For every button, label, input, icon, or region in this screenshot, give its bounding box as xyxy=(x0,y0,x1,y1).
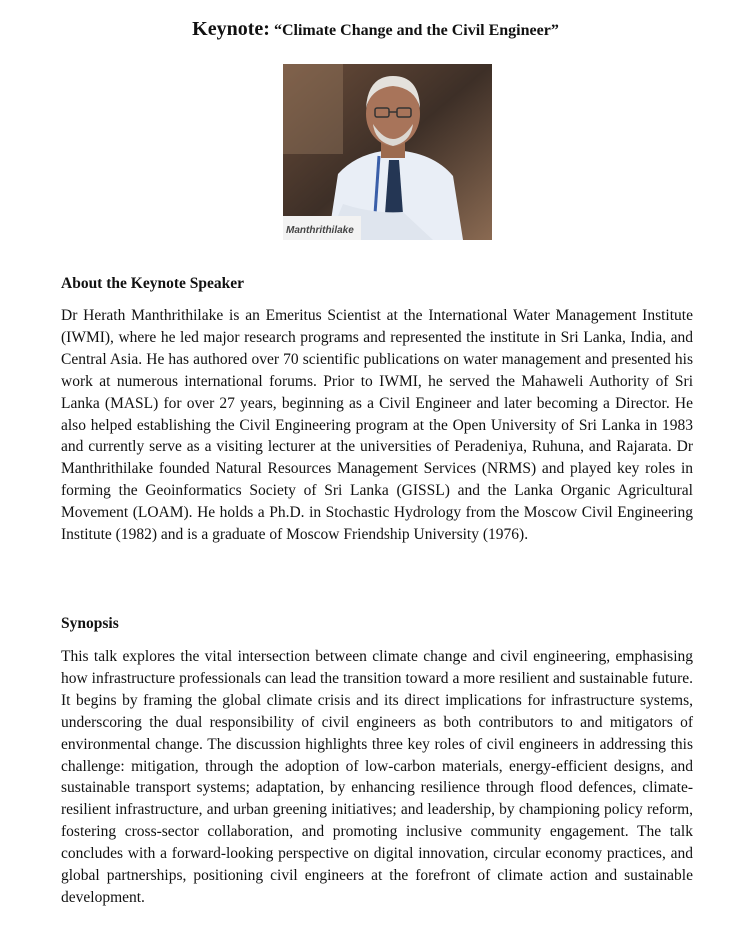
about-paragraph: Dr Herath Manthrithilake is an Emeritus Scientist at the International Water Management Institute (IWMI), where he led major research programs and represented the institute in Sri Lanka, India, and Central Asia. He has authored over 70 scientific publications on water management and presented his work at numerous international forums. Prior to IWMI, he served the Mahaweli Authority of Sri Lanka (MASL) for over 27 years, beginning as a Civil Engineer and later becoming a Director. He also helped establishing the Civil Engineering program at the Open University of Sri Lanka in 1983 and currently serve as a visiting lecturer at the universities of Peradeniya, Ruhuna, and Rajarata. Dr Manthrithilake founded Natural Resources Management Services (NRMS) and played key roles in forming the Geoinformatics Society of Sri Lanka (GISSL) and the Lanka Organic Agricultural Movement (LOAM). He holds a Ph.D. in Stochastic Hydrology from the Moscow Civil Engineering Institute (1982) and is a graduate of Moscow Friendship University (1976). xyxy=(61,307,693,544)
about-heading: About the Keynote Speaker xyxy=(61,275,244,292)
title-prefix: Keynote: xyxy=(192,18,270,40)
speaker-photo xyxy=(283,64,492,240)
talk-title: “Climate Change and the Civil Engineer” xyxy=(273,22,559,39)
page-title xyxy=(0,16,751,44)
nameplate-text: Manthrithilake xyxy=(286,225,354,236)
synopsis-heading: Synopsis xyxy=(61,615,119,632)
synopsis-paragraph: This talk explores the vital intersection between climate change and civil engineering, emphasising how infrastructure professionals can lead the transition toward a more resilient and sustainable future. It begins by framing the global climate crisis and its direct implications for infrastructure systems, underscoring the dual responsibility of civil engineers as both contributors to and mitigators of environmental change. The discussion highlights three key roles of civil engineers in addressing this challenge: mitigation, through the adoption of low-carbon materials, energy-efficient designs, and sustainable transport systems; adaptation, by enhancing resilience through flood defences, climate-resilient infrastructure, and urban greening initiatives; and leadership, by championing policy reform, fostering cross-sector collaboration, and promoting inclusive community engagement. The talk concludes with a forward-looking perspective on digital innovation, circular economy practices, and global partnerships, positioning civil engineers at the forefront of climate action and sustainable development. xyxy=(61,648,693,906)
